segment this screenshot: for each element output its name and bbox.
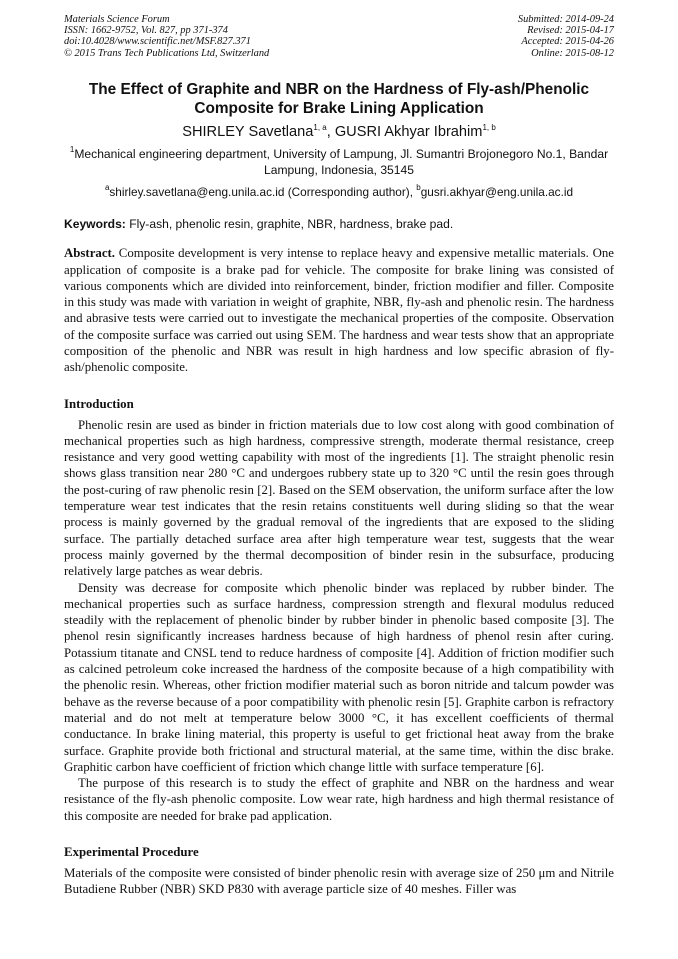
author-emails xyxy=(64,185,614,200)
copyright-line: © 2015 Trans Tech Publications Ltd, Switzerland xyxy=(64,47,270,59)
submitted-date: Submitted: 2014-09-24 xyxy=(517,14,614,25)
intro-paragraph-2: Density was decrease for composite which phenolic binder was replaced by rubber binder. The mechanical properties such as surface hardness, compression strength and flexural modulus reduced steadily with the replacement of phenolic binder by rubber binder in phenolic based composite [3]. The phenol resin significantly increases hardness because of high hardness of phenol resin after curing. Potassium titanate and CNSL tend to reduce hardness of composite [4]. Addition of friction modifier such as calcined petroleum coke increased the hardness of the composite because of a high compatibility with the phenolic resin. Whereas, other friction modifier material such as boron nitride and talcum powder was behave as the reverse because of a poor compatibility with phenolic resin [5]. Graphite carbon is refractory material and do not melt at temperature below 3000 °C, it has excellent coefficients of thermal conductance. In brake lining material, this property is useful to get frictional heat away from the brake surface. Graphite provide both frictional and structural material, at the same time, within the disc brake. Graphitic carbon have coefficient of friction which change little with surface temperature [6]. xyxy=(64,580,614,774)
paper-page xyxy=(64,14,614,898)
author-list xyxy=(64,123,614,141)
abstract-text: Composite development is very intense to replace heavy and expensive metallic materials. One application of composite is a brake pad for vehicle. The composite for brake lining was consisted of various components which are divided into reinforcement, binder, friction modifier and filler. Composite in this study was made with variation in weight of graphite, NBR, fly-ash and phenolic resin. The hardness and abrasive tests were carried out to investigate the mechanical properties of the composite. Observation of the composite surface was carried out using SEM. The hardness and wear tests show that an appropriate composition of the phenolic and NBR was result in high hardness and low specific abrasion of fly-ash/phenolic composite. xyxy=(64,246,614,375)
keywords xyxy=(64,217,614,232)
experimental-paragraph-1: Materials of the composite were consisted of binder phenolic resin with average size of 250 μm and Nitrile Butadiene Rubber (NBR) SKD P830 with average particle size of 40 meshes. Filler was xyxy=(64,866,614,897)
author-1: SHIRLEY Savetlana xyxy=(182,123,314,140)
intro-paragraph-1: Phenolic resin are used as binder in friction materials due to low cost along with good combination of mechanical properties such as high hardness, compressive strength, moderate thermal resistance, creep resistance and very good wetting capability with most of the ingredients [1]. The straight phenolic resin shows glass transition near 280 °C and undergoes rubbery state up to 320 °C until the resin goes through the post-curing of raw phenolic resin [2]. Based on the SEM observation, the uniform surface after the low temperature wear test indicates that the resin retains constituents well during sliding so that the wear process is mainly governed by the gradual removal of the ingredients that are exposed to the sliding surface. The partially detached surface area after high temperature wear test, suggests that the wear process mainly governed by the thermal decomposition of binder resin in the subsurface, producing relatively large patches as wear debris. xyxy=(64,417,614,579)
author-2-sup: 1, b xyxy=(482,122,496,132)
section-heading-introduction: Introduction xyxy=(64,396,134,411)
dates-info xyxy=(518,14,614,59)
author-1-sup: 1, a xyxy=(313,122,327,132)
author-2: GUSRI Akhyar Ibrahim xyxy=(334,123,483,140)
journal-header xyxy=(64,14,614,59)
email-a: shirley.savetlana@eng.unila.ac.id (Corresponding author), xyxy=(109,185,417,200)
abstract xyxy=(64,245,614,375)
intro-paragraph-3: The purpose of this research is to study the effect of graphite and NBR on the hardness and wear resistance of the fly-ash phenolic composite. Low wear rate, high hardness and high thermal resistance of this composite are needed for brake pad application. xyxy=(64,776,614,823)
email-a-sup: a xyxy=(104,183,110,193)
email-b: gusri.akhyar@eng.unila.ac.id xyxy=(420,185,574,200)
keywords-text: Fly-ash, phenolic resin, graphite, NBR, hardness, brake pad. xyxy=(125,217,454,232)
affiliation-sup: 1 xyxy=(69,144,75,154)
keywords-label: Keywords: xyxy=(64,217,126,232)
author-separator: , xyxy=(326,123,335,140)
journal-name: Materials Science Forum xyxy=(64,14,170,25)
section-heading-experimental: Experimental Procedure xyxy=(64,845,199,860)
accepted-date: Accepted: 2015-04-26 xyxy=(521,36,614,48)
affiliation xyxy=(64,146,614,178)
journal-info xyxy=(64,14,269,59)
revised-date: Revised: 2015-04-17 xyxy=(527,25,614,37)
paper-title: The Effect of Graphite and NBR on the Hardness of Fly-ash/Phenolic Composite for Brake Lining Application xyxy=(88,80,590,117)
doi-line: doi:10.4028/www.scientific.net/MSF.827.371 xyxy=(64,36,251,48)
email-b-sup: b xyxy=(416,183,421,193)
affiliation-text: Mechanical engineering department, University of Lampung, Jl. Sumantri Brojonegoro No.1, Bandar Lampung, Indonesia, 35145 xyxy=(74,146,609,178)
online-date: Online: 2015-08-12 xyxy=(531,47,614,59)
issn-line: ISSN: 1662-9752, Vol. 827, pp 371-374 xyxy=(64,25,228,37)
abstract-label: Abstract. xyxy=(64,246,116,261)
